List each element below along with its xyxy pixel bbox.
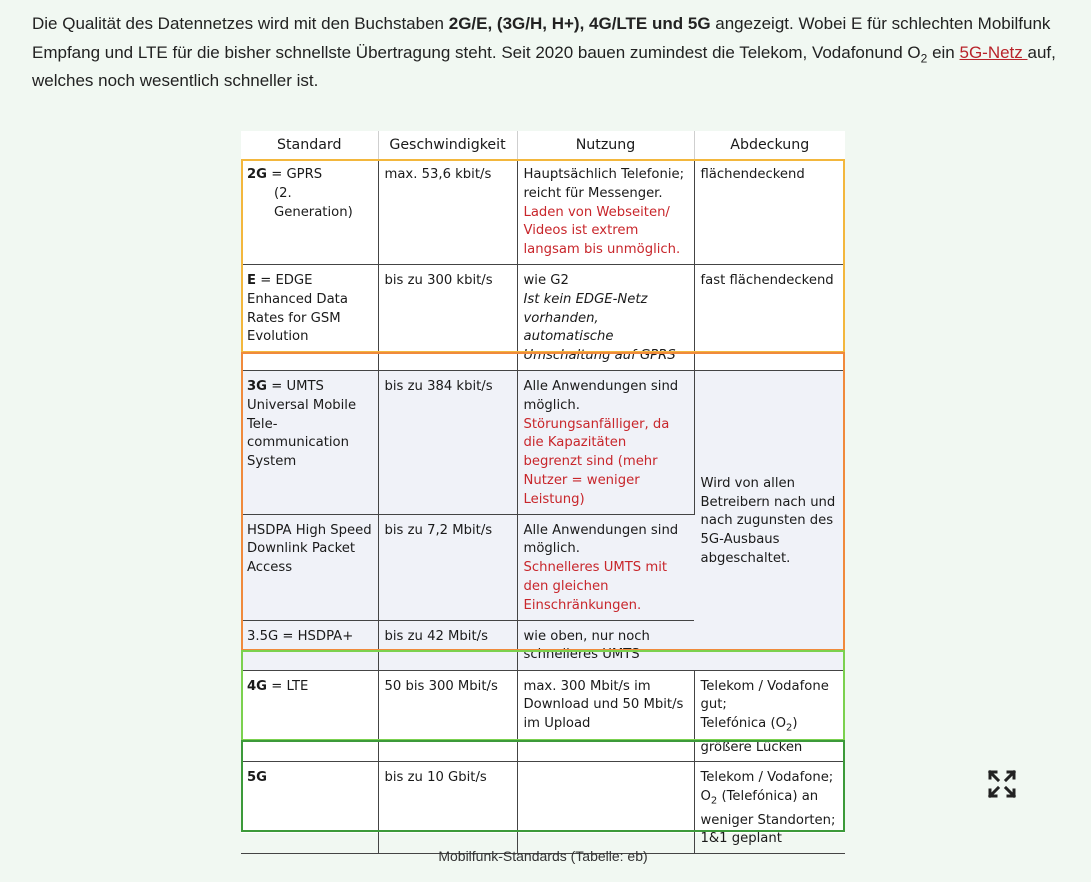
cell-5g-standard: 5G [241,762,378,854]
cell-edge-speed: bis zu 300 kbit/s [378,264,517,370]
header-speed: Geschwindigkeit [378,131,517,159]
cell-3g-usage: Alle Anwendungen sind möglich. Störungsanfälliger, da die Kapazitäten begrenzt sind (mehr Nutzer = weniger Leistung) [517,370,694,514]
cell-2g-standard: 2G = GPRS (2. Generation) [241,159,378,264]
table-caption: Mobilfunk-Standards (Tabelle: eb) [438,848,648,864]
intro-text-1: Die Qualität des Datennetzes wird mit den Buchstaben [32,14,449,33]
intro-bold-standards: 2G/E, (3G/H, H+), 4G/LTE und 5G [448,14,711,33]
cell-hsdpa-usage: Alle Anwendungen sind möglich. Schnelleres UMTS mit den gleichen Einschränkungen. [517,514,694,620]
intro-text-4: auf, welches noch wesentlich schneller ist. [32,42,1056,90]
cell-4g-usage: max. 300 Mbit/s im Download und 50 Mbit/s im Upload [517,670,694,762]
cell-5g-coverage: Telekom / Vodafone; $O_2$ (Telefónica) an weniger Standorten; 1&1 geplant [694,762,845,854]
cell-2g-coverage: flächendeckend [694,159,845,264]
cell-hsdpa-plus-usage: wie oben, nur noch schnelleres UMTS [517,620,694,670]
intro-text-3: ein [927,42,960,62]
cell-5g-speed: bis zu 10 Gbit/s [378,762,517,854]
cell-4g-standard: 4G = LTE [241,670,378,762]
expand-arrows-icon[interactable] [986,768,1018,800]
table-row-4g [241,670,845,762]
cell-3g-coverage: Wird von allen Betreibern nach und nach zugunsten des 5G-Ausbaus abgeschaltet. [694,370,845,670]
cell-4g-coverage: Telekom / Vodafone gut; Telefónica $(O_2)$ größere Lücken [694,670,845,762]
cell-3g-speed: bis zu 384 kbit/s [378,370,517,514]
cell-2g-usage: Hauptsächlich Telefonie; reicht für Messenger. Laden von Webseiten/ Videos ist extrem langsam bis unmöglich. [517,159,694,264]
cell-hsdpa-plus-speed: bis zu 42 Mbit/s [378,620,517,670]
cell-hsdpa-speed: bis zu 7,2 Mbit/s [378,514,517,620]
cell-hsdpa-plus-standard: 3.5G = HSDPA+ [241,620,378,670]
cell-edge-coverage: fast flächendeckend [694,264,845,370]
header-usage: Nutzung [517,131,694,159]
intro-paragraph [32,10,1062,96]
cell-hsdpa-standard: HSDPA High Speed Downlink Packet Access [241,514,378,620]
table-row-2g [241,159,845,264]
cell-4g-speed: 50 bis 300 Mbit/s [378,670,517,762]
intro-text-2: angezeigt. Wobei E für schlechten Mobilfunk Empfang und LTE für die bisher schnellste Übertragung steht. Seit 2020 bauen zumindest die Telekom, Vodafonund O [32,14,1051,62]
cell-3g-standard: 3G = UMTS Universal Mobile Tele- communication System [241,370,378,514]
cell-5g-usage [517,762,694,854]
table-row-edge [241,264,845,370]
header-coverage: Abdeckung [730,136,810,153]
mobilfunk-table [241,131,845,854]
cell-2g-speed: max. 53,6 kbit/s [378,159,517,264]
table-header-row [241,131,845,159]
5g-netz-link[interactable]: 5G-Netz [959,42,1028,62]
mobilfunk-table-image [241,131,845,847]
intro-subscript: 2 [920,50,928,65]
cell-edge-usage: wie G2 Ist kein EDGE-Netz vorhanden, automatische Umschaltung auf GPRS [517,264,694,370]
table-row-5g [241,762,845,854]
cell-edge-standard: E = EDGE Enhanced Data Rates for GSM Evolution [241,264,378,370]
header-standard: Standard [241,131,378,159]
table-row-3g [241,370,845,514]
